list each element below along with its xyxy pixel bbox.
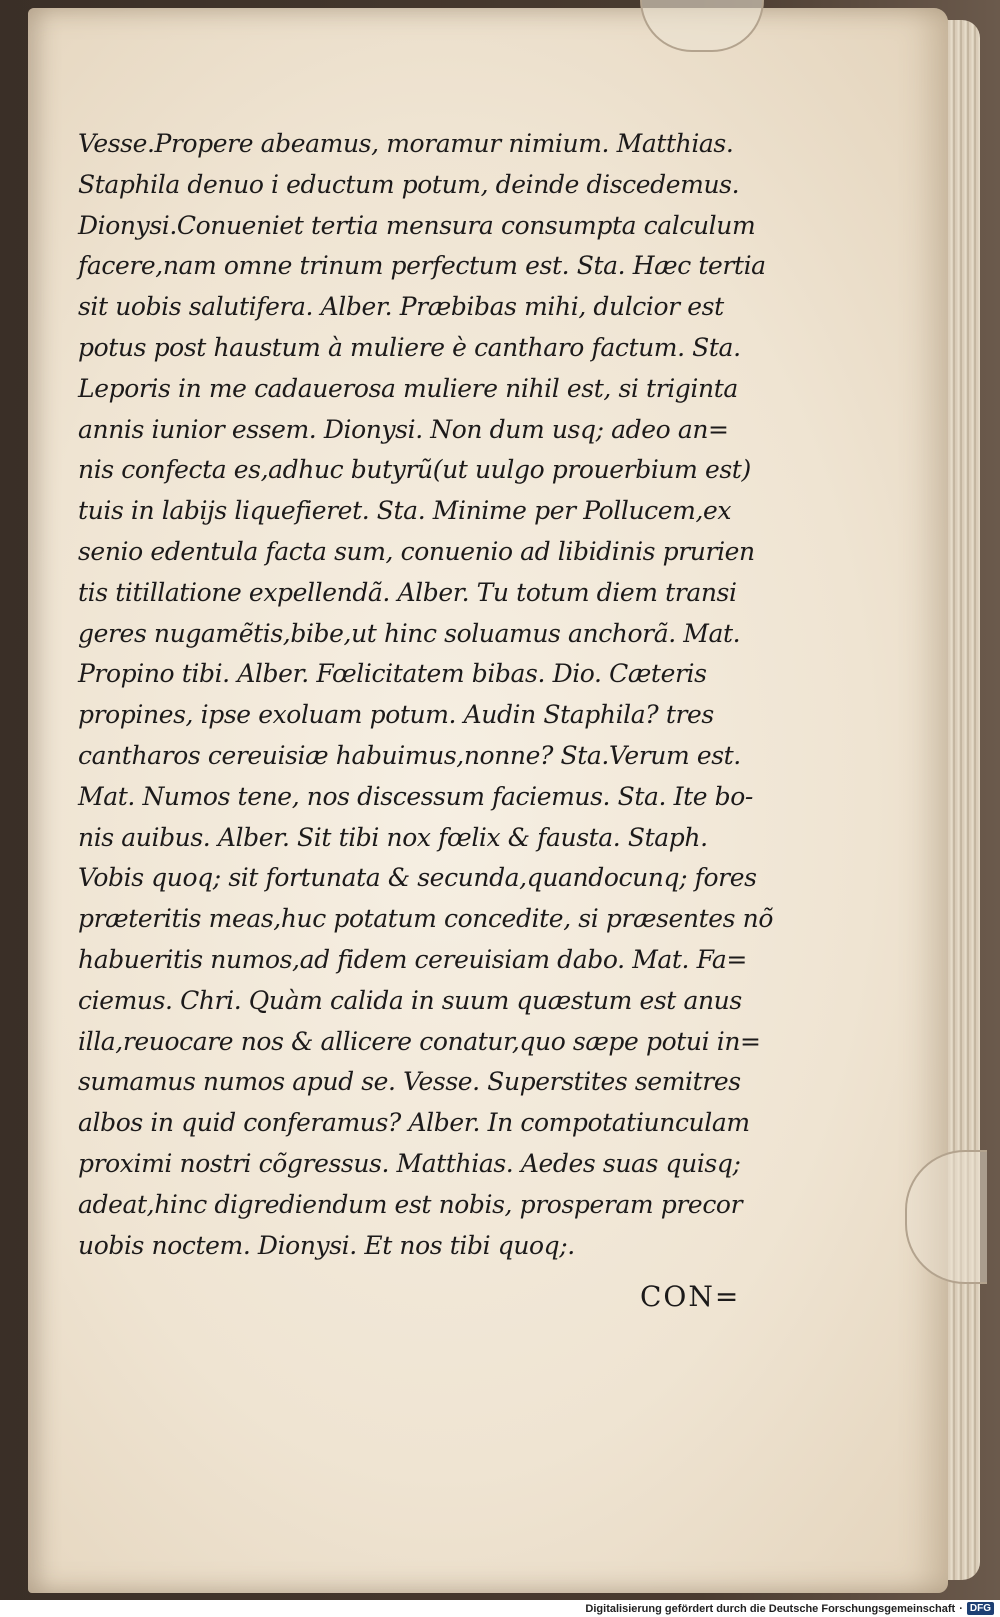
text-line: annis iunior essem. Dionysi. Non dum usq; adeo an=: [78, 414, 729, 444]
catchword: CON=: [640, 1280, 741, 1313]
text-line: illa,reuocare nos & allicere conatur,quo sæpe potui in=: [78, 1026, 761, 1056]
text-line: sit uobis salutifera. Alber. Præbibas mihi, dulcior est: [78, 292, 724, 322]
text-line: cantharos cereuisiæ habuimus,nonne? Sta.Verum est.: [78, 740, 741, 770]
text-line: tuis in labijs liquefieret. Sta. Minime per Pollucem,ex: [78, 496, 732, 526]
text-line: geres nugamẽtis,bibe,ut hinc soluamus anchorã. Mat.: [78, 618, 741, 648]
text-line: adeat,hinc digrediendum est nobis, prosperam precor: [78, 1189, 743, 1219]
text-line: senio edentula facta sum, conuenio ad libidinis prurien: [78, 536, 755, 566]
digitization-footer: [585, 1602, 994, 1615]
text-line: Mat. Numos tene, nos discessum faciemus. Sta. Ite bo-: [78, 781, 753, 811]
text-line: habueritis numos,ad fidem cereuisiam dabo. Mat. Fa=: [78, 944, 747, 974]
text-line: nis confecta es,adhuc butyrũ(ut uulgo prouerbium est): [78, 455, 751, 485]
text-line: Vobis quoq; sit fortunata & secunda,quandocunq; fores: [78, 863, 757, 893]
text-line: Dionysi.Conueniet tertia mensura consumpta calculum: [78, 210, 756, 240]
dfg-logo-icon: DFG: [967, 1602, 994, 1615]
text-line: tis titillatione expellendã. Alber. Tu totum diem transi: [78, 577, 737, 607]
text-line: uobis noctem. Dionysi. Et nos tibi quoq;.: [78, 1230, 575, 1260]
text-line: ciemus. Chri. Quàm calida in suum quæstum est anus: [78, 985, 742, 1015]
text-line: nis auibus. Alber. Sit tibi nox fœlix & fausta. Staph.: [78, 822, 708, 852]
text-line: Vesse.Propere abeamus, moramur nimium. Matthias.: [78, 129, 734, 158]
text-line: Propino tibi. Alber. Fœlicitatem bibas. Dio. Cæteris: [78, 659, 707, 689]
text-line: albos in quid conferamus? Alber. In compotatiunculam: [78, 1108, 750, 1138]
footer-separator: ·: [959, 1602, 963, 1615]
page-text: [78, 124, 778, 1266]
text-line: præteritis meas,huc potatum concedite, si præsentes nõ: [78, 904, 774, 934]
text-line: propines, ipse exoluam potum. Audin Staphila? tres: [78, 700, 714, 730]
text-line: potus post haustum à muliere è cantharo factum. Sta.: [78, 332, 741, 362]
text-line: Leporis in me cadauerosa muliere nihil est, si triginta: [78, 373, 738, 403]
footer-credit: Digitalisierung gefördert durch die Deutsche Forschungsgemeinschaft: [585, 1602, 956, 1615]
text-line: Staphila denuo i eductum potum, deinde discedemus.: [78, 169, 740, 199]
text-line: facere,nam omne trinum perfectum est. Sta. Hæc tertia: [78, 251, 766, 281]
text-line: sumamus numos apud se. Vesse. Superstites semitres: [78, 1067, 741, 1097]
text-line: proximi nostri cõgressus. Matthias. Aedes suas quisq;: [78, 1148, 741, 1178]
